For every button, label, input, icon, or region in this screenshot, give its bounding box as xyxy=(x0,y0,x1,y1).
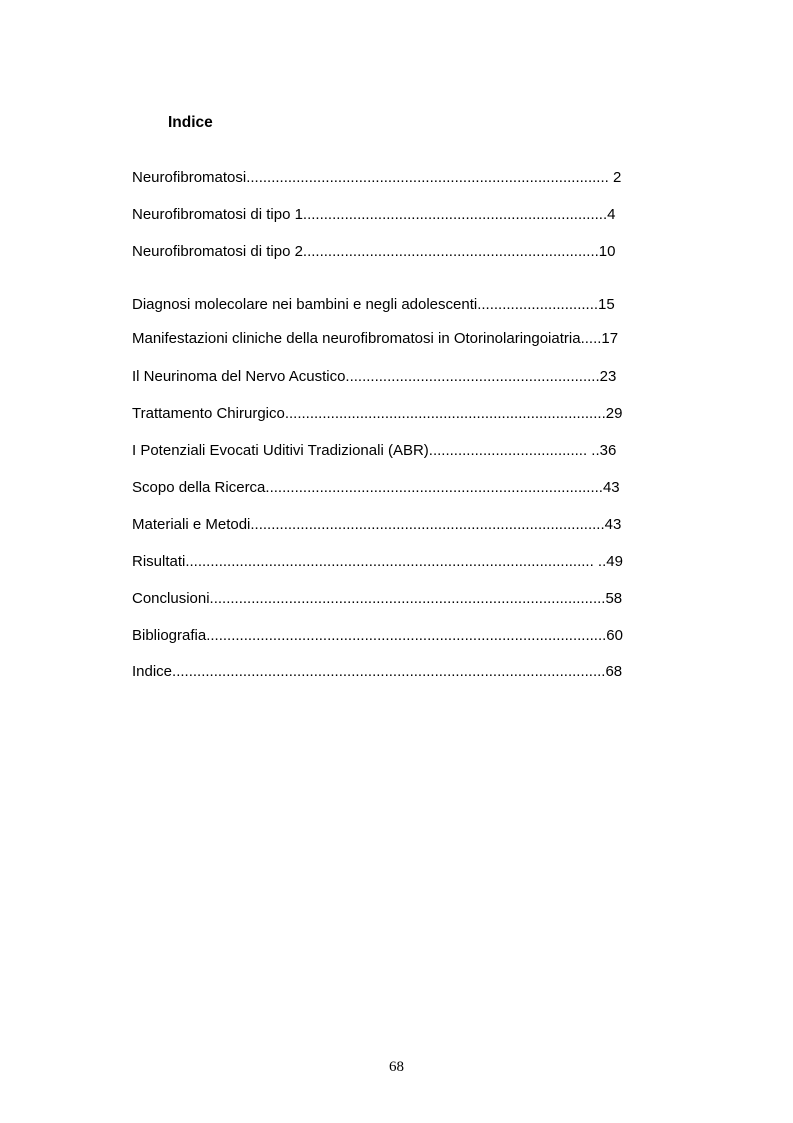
toc-entry-risultati: Risultati.................................................................................................. ..49 xyxy=(132,553,623,570)
toc-entry-indice: Indice........................................................................................................68 xyxy=(132,663,623,680)
page-number: 68 xyxy=(389,1059,404,1075)
toc-title: Indice xyxy=(168,114,213,131)
toc-entry-neurofibromatosi: Neurofibromatosi....................................................................................... 2 xyxy=(132,169,622,186)
toc-entry-trattamento-chirurgico: Trattamento Chirurgico.............................................................................29 xyxy=(132,405,623,422)
toc-entry-neurinoma: Il Neurinoma del Nervo Acustico.............................................................23 xyxy=(132,368,617,385)
toc-entry-nf-tipo-1: Neurofibromatosi di tipo 1.........................................................................4 xyxy=(132,206,616,223)
toc-entry-conclusioni: Conclusioni...............................................................................................58 xyxy=(132,590,623,607)
toc-entry-potenziali-evocati: I Potenziali Evocati Uditivi Tradizionali (ABR)...................................... ..36 xyxy=(132,442,617,459)
toc-entry-materiali-metodi: Materiali e Metodi.....................................................................................43 xyxy=(132,516,622,533)
toc-entry-nf-tipo-2: Neurofibromatosi di tipo 2.......................................................................10 xyxy=(132,243,616,260)
toc-entry-diagnosi-molecolare: Diagnosi molecolare nei bambini e negli adolescenti.............................15 xyxy=(132,296,615,313)
toc-entry-manifestazioni-cliniche: Manifestazioni cliniche della neurofibromatosi in Otorinolaringoiatria.....17 xyxy=(132,330,619,347)
toc-entry-scopo-ricerca: Scopo della Ricerca.................................................................................43 xyxy=(132,479,620,496)
toc-entry-bibliografia: Bibliografia................................................................................................60 xyxy=(132,627,623,644)
